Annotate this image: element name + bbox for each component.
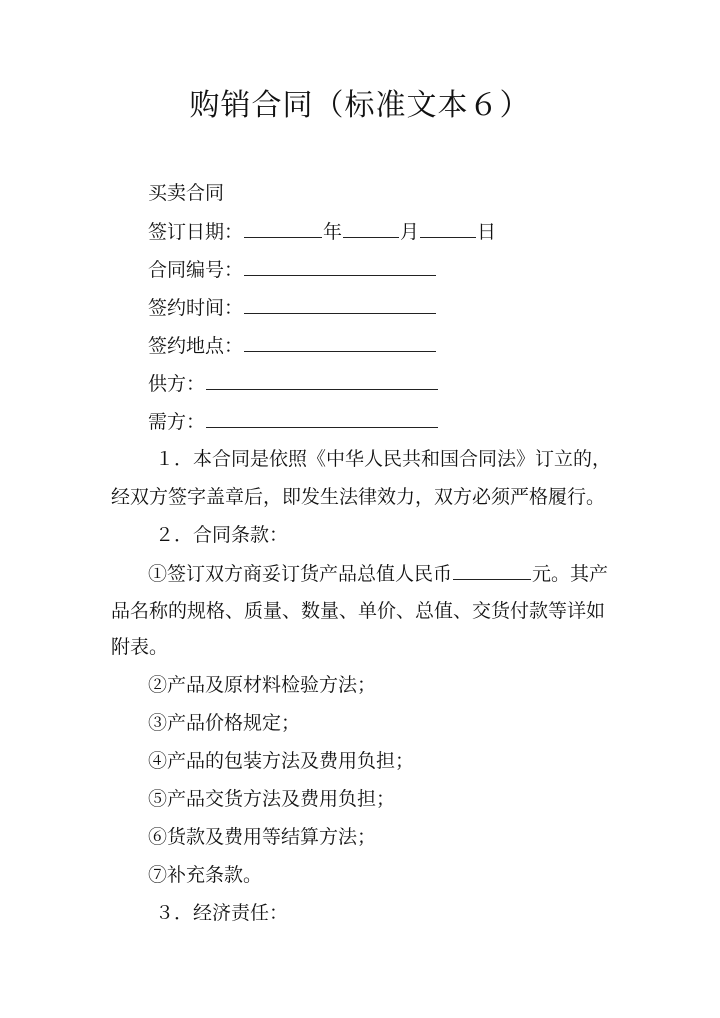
year-blank (244, 218, 322, 238)
sign-time-label: 签约时间： (148, 297, 244, 319)
month-blank (343, 218, 399, 238)
clause1-line1: １．本合同是依照《中华人民共和国合同法》订立的， (155, 448, 612, 470)
sign-place-blank (244, 332, 436, 352)
clause2-item5: ⑤产品交货方法及费用负担； (148, 788, 396, 810)
clause2-item2: ②产品及原材料检验方法； (148, 674, 377, 696)
sign-time-row (148, 294, 437, 321)
document-title: 购销合同（标准文本６） (189, 88, 531, 123)
amount-blank (453, 560, 531, 580)
supplier-label: 供方： (148, 373, 206, 395)
item1-before-text: ①签订双方商妥订货产品总值人民币 (148, 563, 453, 585)
supplier-blank (206, 370, 438, 390)
item1-after-text: 元。其产 (532, 563, 609, 585)
day-label: 日 (477, 221, 497, 243)
clause2-item7: ⑦补充条款。 (148, 864, 263, 886)
sign-date-label: 签订日期： (148, 221, 244, 243)
year-label: 年 (323, 221, 343, 243)
clause2-item1-line3: 附表。 (111, 636, 169, 658)
contract-no-label: 合同编号： (148, 259, 244, 281)
clause2-item6: ⑥货款及费用等结算方法； (148, 826, 377, 848)
clause2-item1-line2: 品名称的规格、质量、数量、单价、总值、交货付款等详如 (111, 600, 606, 622)
contract-no-blank (244, 256, 436, 276)
contract-no-row (148, 256, 437, 283)
day-blank (420, 218, 476, 238)
clause2-item1-line1 (148, 560, 608, 587)
clause3-heading: ３．经济责任： (155, 902, 289, 924)
document-subtitle: 买卖合同 (148, 182, 225, 204)
buyer-blank (206, 408, 438, 428)
sign-place-label: 签约地点： (148, 335, 244, 357)
clause2-item3: ③产品价格规定； (148, 712, 301, 734)
sign-time-blank (244, 294, 436, 314)
supplier-row (148, 370, 439, 397)
clause1-line2: 经双方签字盖章后，即发生法律效力，双方必须严格履行。 (111, 486, 606, 508)
sign-place-row (148, 332, 437, 359)
clause2-item4: ④产品的包装方法及费用负担； (148, 750, 415, 772)
buyer-row (148, 408, 439, 435)
month-label: 月 (400, 221, 420, 243)
buyer-label: 需方： (148, 411, 206, 433)
clause2-heading: ２．合同条款： (155, 524, 289, 546)
sign-date-row (148, 218, 496, 245)
